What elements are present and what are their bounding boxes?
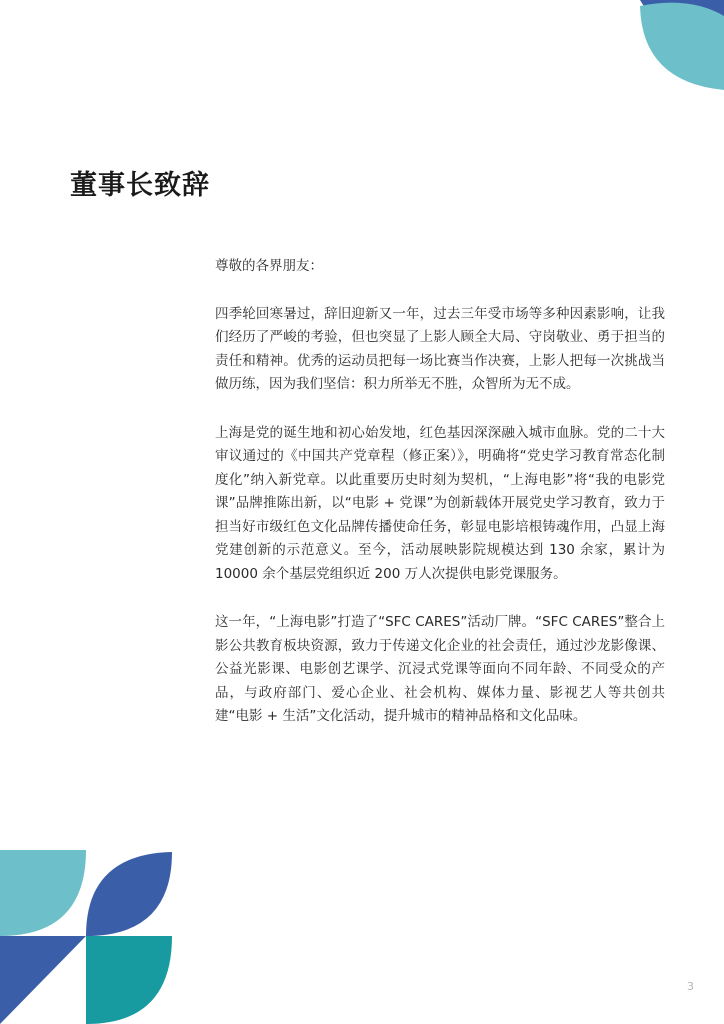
- navy-leaf-shape: [86, 852, 172, 936]
- top-right-decoration: [630, 0, 724, 94]
- page-number: 3: [687, 980, 694, 993]
- teal-quarter-circle-shape: [0, 850, 86, 936]
- chairman-letter: [215, 255, 665, 754]
- letter-paragraph: 上海是党的诞生地和初心始发地，红色基因深深融入城市血脉。党的二十大审议通过的《中国共产党章程（修正案）》，明确将“党史学习教育常态化制度化”纳入新党章。以此重要历史时刻为契机，“上海电影”将“我的电影党课”品牌推陈出新，以“电影 + 党课”为创新载体开展党史学习教育，致力于担当好市级红色文化品牌传播使命任务，彰显电影培根铸魂作用，凸显上海党建创新的示范意义。至今，活动展映影院规模达到 130 余家，累计为 10000 余个基层党组织近 200 万人次提供电影党课服务。: [215, 424, 665, 582]
- page-title: 董事长致辞: [70, 170, 210, 201]
- navy-triangle-shape: [0, 936, 86, 1024]
- letter-paragraph: 这一年，“上海电影”打造了“SFC CARES”活动厂牌。“SFC CARES”整合上影公共教育板块资源，致力于传递文化企业的社会责任，通过沙龙影像课、公益光影课、电影创艺课学、沉浸式党课等面向不同年龄、不同受众的产品，与政府部门、爱心企业、社会机构、媒体力量、影视艺人等共创共建“电影 + 生活”文化活动，提升城市的精神品格和文化品味。: [215, 614, 665, 724]
- letter-salutation: 尊敬的各界朋友：: [215, 258, 323, 274]
- teal-leaf-shape: [86, 936, 172, 1024]
- teal-petal-shape: [640, 3, 724, 90]
- bottom-left-decoration: [0, 850, 175, 1024]
- letter-paragraph: 四季轮回寒暑过，辞旧迎新又一年，过去三年受市场等多种因素影响，让我们经历了严峻的考验，但也突显了上影人顾全大局、守岗敬业、勇于担当的责任和精神。优秀的运动员把每一场比赛当作决赛，上影人把每一次挑战当做历练，因为我们坚信：积力所举无不胜，众智所为无不成。: [215, 305, 665, 392]
